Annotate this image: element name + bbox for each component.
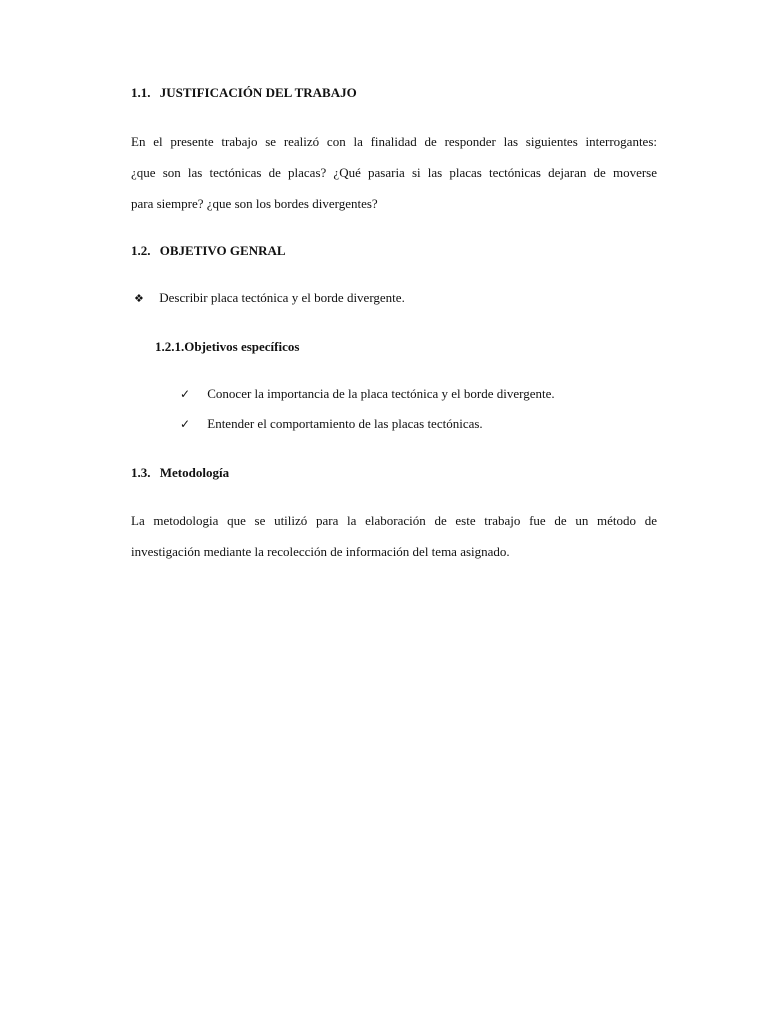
section-title: OBJETIVO GENRAL	[159, 243, 286, 258]
specific-objective-text: Conocer la importancia de la placa tectónica y el borde divergente.	[207, 386, 555, 401]
section-number: 1.3.	[131, 465, 151, 480]
paragraph-line: investigación mediante la recolección de información del tema asignado.	[131, 544, 510, 559]
section-number: 1.2.	[131, 243, 151, 258]
subsection-heading-1-2-1: 1.2.1.Objetivos específicos	[155, 339, 300, 354]
paragraph-line: La metodologia que se utilizó para la elaboración de este trabajo fue de un método de	[131, 513, 657, 528]
section-title: JUSTIFICACIÓN DEL TRABAJO	[159, 85, 357, 100]
paragraph-line: En el presente trabajo se realizó con la finalidad de responder las siguientes interrogantes:	[131, 134, 657, 149]
section-heading-1-3	[131, 465, 657, 481]
paragraph-line: ¿que son las tectónicas de placas? ¿Qué pasaria si las placas tectónicas dejaran de moverse	[131, 165, 657, 180]
diamond-bullet-icon: ❖	[134, 292, 144, 305]
section-heading-1-1	[131, 85, 657, 101]
general-objective-text: Describir placa tectónica y el borde divergente.	[159, 290, 405, 305]
checkmark-icon: ✓	[180, 417, 191, 431]
general-objective-item	[134, 290, 405, 306]
justification-paragraph	[131, 126, 657, 219]
specific-objective-text: Entender el comportamiento de las placas tectónicas.	[207, 416, 483, 431]
specific-objective-item	[180, 416, 483, 432]
section-number: 1.1.	[131, 85, 151, 100]
specific-objective-item	[180, 386, 555, 402]
checkmark-icon: ✓	[180, 387, 191, 401]
methodology-paragraph	[131, 505, 657, 567]
section-heading-1-2	[131, 243, 657, 259]
paragraph-line: para siempre? ¿que son los bordes divergentes?	[131, 196, 378, 211]
section-title: Metodología	[159, 465, 230, 480]
